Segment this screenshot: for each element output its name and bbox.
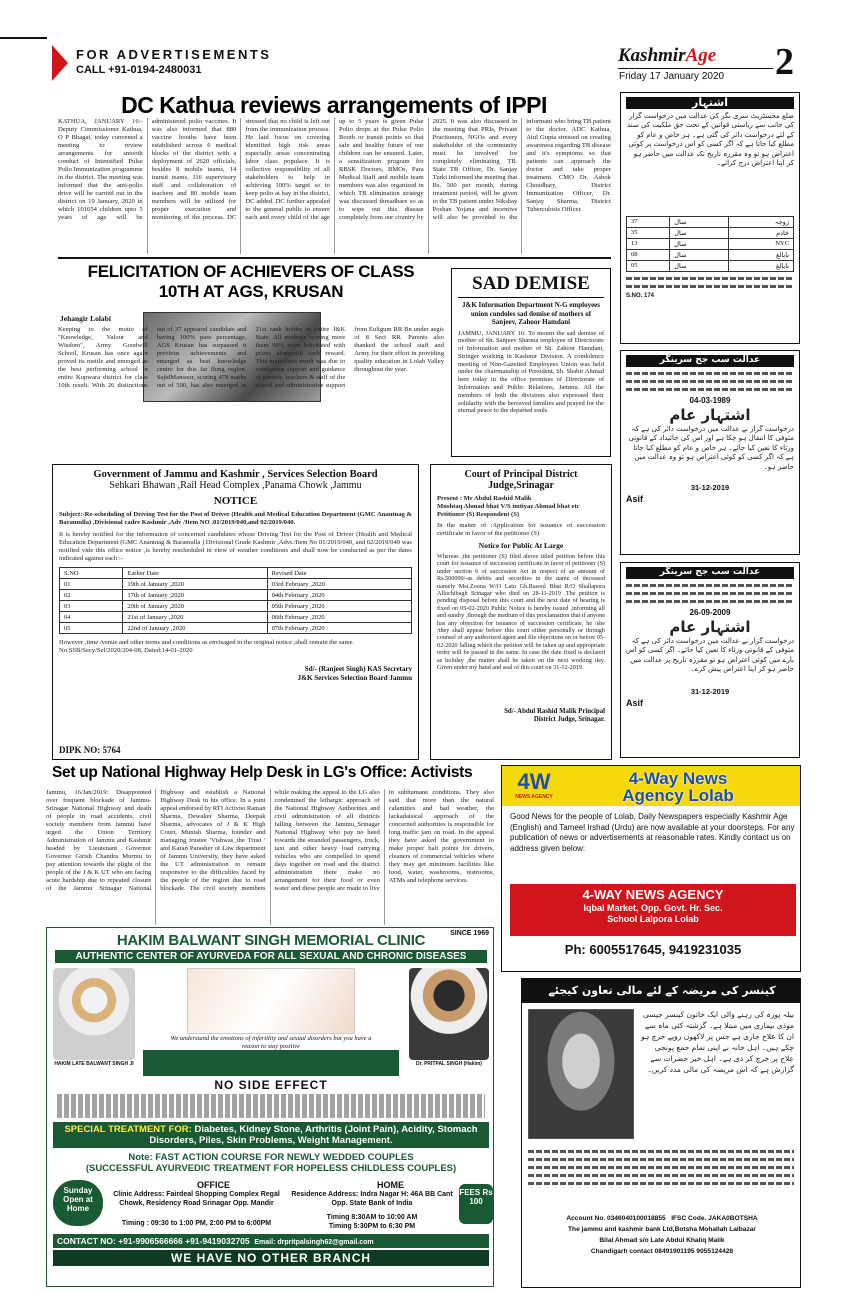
agency-ad — [501, 765, 801, 972]
court-present: Present : Mr Abdul Rashid Malik — [437, 495, 532, 502]
court-notice-title: Notice for Public At Large — [478, 541, 564, 550]
table-row: 08 سال نابالغ — [627, 249, 794, 260]
urdu-a-body: درخواست گزار نے عدالت میں درخواست دائر کی ہے کہ متوفی کا انتقال ہو چکا ہے اور اس کی جائیداد کے قانونی ورثاء کا تعین کیا جائے۔ ہر خاص و عام کو مطلع کیا جاتا ہے کہ اگر کسی کو کوئی اعتراض ہو تو وہ عدالت میں حاضر ہو۔ — [628, 424, 794, 471]
clinic-name: HAKIM BALWANT SINGH MEMORIAL CLINIC — [116, 932, 426, 949]
sad-demise-title: SAD DEMISE — [458, 273, 604, 298]
table-row: 13 سال NYC — [627, 238, 794, 249]
court-parties: Mushtaq Ahmad bhat V/S imtiyaz Ahmad bhat etc — [437, 503, 580, 510]
ssb-address: Sehkari Bhawan ,Rail Head Complex ,Panama Chowk ,Jammu — [109, 480, 362, 491]
court-notice — [430, 464, 612, 760]
ssb-title: NOTICE — [213, 495, 258, 507]
clinic-doctor-caption: Dr. PRITPAL SINGH (Hakim) — [416, 1061, 482, 1067]
clinic-founder-photo — [53, 968, 135, 1060]
clinic-founder-caption: HAKIM LATE BALWANT SINGH JI — [54, 1061, 134, 1067]
clinic-residence: Residence Address: Indra Nagar H: 46A BB Cant Opp. State Bank of India — [291, 1191, 453, 1207]
ssb-body: It is hereby notified for the information of concerned candidates whose Driving Test for the Post of Driver (Health and Medical Education Department (GMC Anantnag & Baramulla ) Divisional Grade Kashmir ,Advt./Item No 01/2019/040, and 02/2019/040 was notified vide this office notice ,is hereby rescheduled in view of weather conditions and shall now be conducted as per the dates indicated against each :- — [59, 531, 412, 562]
clinic-no-side-effect: NO SIDE EFFECT — [214, 1078, 328, 1092]
sad-demise-subtitle: J&K Information Department N-G employees union condoles sad demise of mothers of Sanjeev, Zahoor Hamdani — [461, 301, 601, 326]
urdu-top-ref: S.NO. 174 — [626, 292, 655, 299]
urdu-b-sign: Asif — [626, 697, 644, 708]
urdu-b-hearing: 31-12-2019 — [690, 686, 730, 696]
ssb-ref: No.SSB/Secy/Sel/2020/204-08, Dated:14-01-2020 — [59, 647, 193, 654]
ssb-dipk: DIPK NO: 5764 — [59, 745, 121, 755]
clinic-understand: We understand the emotions of infertility and sexual disorders but you have a reason to stay positive — [170, 1035, 372, 1050]
clinic-address: Clinic Address: Fairdeal Shopping Complex Regal Chowk, Residency Road Srinagar Opp. Mandir — [113, 1191, 280, 1207]
ags-body: Keeping to the motto of "Knowledge, Valour and Wisdom", Army Goodwill School, Krusan has once again proved its mettle and emerged as the best performing school in entire Kupwara district for class 10th result. With 26 distinctions out of 37 appeared candidate and having 100% pass percentage, AGS Krusan has surpassed it previous achievements and emerged as best knowledge centre for this far flung region. SajidMansoor, scoring 478 marks out of 500, has also emerged as 21st rank holder in entire J&K State. All students scoring more them 90% were felicitated with prizes alongwith cash reward. This marvelous result was due to continuous support and guidance of parents, teachers & staff of the school and administrative support from Euligum RR Bn under aegis of 8 Sect RR. Parents also thanked the school staff and Army for their effort in providing quality education in Lolab Valley throughout the year. — [58, 326, 444, 389]
table-row: 02 17th of January ,2020 04th February ,2020 — [60, 590, 412, 601]
court-signature: Sd/- Abdul Rashid Malik Principal District Judge, Srinagar. — [504, 708, 605, 723]
agency-body: Good News for the people of Lolab, Daily Newspapers especially Kashmir Age (English) and Tameel Irshad (Urdu) are now available at your doorsteps. For any publication of news or advertisements at reasonable rates. Kindly contact us on address given below: — [510, 812, 795, 853]
urdu-b-date: 26-09-2009 — [689, 607, 731, 617]
sad-demise-body: JAMMU, JANUARY 16: To mourn the sad demise of mother of Sh. Sanjeev Sharma employee of Directorate of Information and mother of Sh. Zahoor Hamdani, Stringer working in Kashmir Division. A condolence meeting of Non-Gazetted Employees Union was held under the chairmanship of President, Sh. Shabir Ahmad here today in the office premises of Directorate of Information and Public Relations, Jammu. All the members of both the divisions also expressed their solidarity with the bereaved families and prayed for the eternal peace to the departed souls — [458, 329, 604, 415]
urdu-top-title: اشتہار — [626, 97, 794, 109]
clinic-home-label: HOME — [377, 1180, 404, 1190]
ags-headline: FELICITATION OF ACHIEVERS OF CLASS 10TH AT AGS, KRUSAN — [87, 262, 415, 301]
issue-date: Friday 17 January 2020 — [619, 71, 725, 82]
table-row: 37 سال زوجہ — [627, 216, 794, 227]
table-row: 04 21st of January ,2020 06th February ,2020 — [60, 612, 412, 623]
highway-body: Jammu, 16/Jan/2019: Disappointed over frequent blockade of Jammu-Srinagar National Highway and death of people in road accidents, civil society members from Jammu have urged the Union Territory Administration of Jammu and Kashmir headed by Lieutenant Governor Governor Girish Chandra Murmu to pay attention towards the plight of the people of the J & K UT who are facing acute hardship due to repeated closure of the Jammu Srinagar National Highway and establish a National Highway Desk in his office. In a joint appeal endorsed by RTI Activist Raman Sharma, Dewaker Sharma, Deepak Sharma, advocates of J & K High Court, Munish Sharma, founder and managing trustee 'Vishwas_the Trust ' and Karan Parasher of Law department of Jammu University, they have asked the UT administration to remain responsive to the difficulties faced by the people of the region due to road blockade. The civil society members while making the appeal to the LG also condemned the lethargic approach of the National Highway Authorities and civil administration of all districts falling between the Jammu_Srinagar National Highway who pay no heed towards the stranded passengers, truck, taxi and other heavy load carrying vehicles who are compelled to spend days together on road and the district administration there make no arrangement for their food or even water and these people are made to live in subhumane conditions. They also said that more than the natural calamities and bad weather, the lackadaisical approach of the concerned authorities is responsible for long traffic jam on road. In the appeal they have asked the government to make proper halt points for drivers, cleaners of commercial vehicles where they may get minimum facilities like food, water, washrooms, restrooms, ATMs and telephone services. — [46, 789, 494, 892]
agency-phone: Ph: 6005517645, 9419231035 — [564, 942, 742, 957]
agency-title: 4-Way News Agency Lolab — [622, 769, 734, 805]
urdu-notice-a — [620, 350, 800, 555]
ags-byline: Jehangir Lolabi — [60, 314, 111, 323]
ssb-footer: However ,time /venue and other terms and conditions as envisaged in the original notice ,shall remain the same. — [59, 639, 355, 646]
clinic-special: SPECIAL TREATMENT FOR: Diabetes, Kidney Stone, Arthritis (Joint Pain), Acidity, Stomach Disorders, Piles, Skin Problems, Weight Management. — [53, 1122, 489, 1148]
clinic-fees: FEES Rs 100 — [459, 1184, 493, 1224]
clinic-contact-bar: CONTACT NO: +91-9906566666 +91-9419032705 Email: drpritpalsingh62@gmail.com — [53, 1234, 489, 1248]
cancer-patient-photo — [528, 1009, 634, 1139]
urdu-a-heading: اشتہار عام — [669, 405, 751, 424]
table-row: 05 22nd of January ,2020 07th February ,2020 — [60, 623, 412, 634]
masthead — [0, 0, 848, 92]
urdu-notice-b — [620, 562, 800, 758]
urdu-a-title: عدالت سب جج سرینگر — [626, 355, 794, 367]
agency-logo-icon: 4W NEWS AGENCY — [515, 769, 553, 800]
clinic-tagline: AUTHENTIC CENTER OF AYURVEDA FOR ALL SEXUAL AND CHRONIC DISEASES — [55, 950, 487, 963]
table-row: 35 سال خادم — [627, 227, 794, 238]
cancer-appeal — [521, 978, 801, 1288]
cancer-body: بیلہ پورہ کی رہنے والی ایک خاتون کینسر جیسی موذی بیماری میں مبتلا ہے۔ گزشتہ کئی ماہ سے ان کا علاج جاری ہے جس پر لاکھوں روپے خرچ ہو چکے ہیں۔ اہل خانہ نے اپنی تمام جمع پونجی علاج پر خرچ کر دی ہے۔ اہل خیر حضرات سے گزارش ہے کہ اس مریضہ کی مالی مدد کریں۔ — [640, 1010, 794, 1074]
urdu-notice-top — [620, 92, 800, 344]
urdu-heir-table — [626, 216, 794, 272]
table-row: 03 20th of January ,2020 05th February ,2020 — [60, 601, 412, 612]
ssb-subject: Subject:-Re-scheduling of Driving Test for the Post of Driver (Health and Medical Education Department (GMC Anantnag & Baramulla) ,Divisional cadre Kashmir ,Adv /Item NO .01/2019/040,and 02/2019/040. — [59, 511, 412, 526]
ippi-headline: DC Kathua reviews arrangements of IPPI — [121, 92, 547, 118]
urdu-a-hearing: 31-12-2019 — [690, 482, 730, 492]
ssb-schedule-table: S.NO Earlier Date Revised Date 01 19th of January ,2020 03rd February ,2020 02 17th of January ,2020 04th February ,2020 03 20th of January ,2020 05th February ,2020 04 21st of January ,2020 06th February ,2020 05 22nd of January ,2020 07th February ,2020 — [59, 567, 412, 634]
court-matter: In the matter of :Application for issuance of succession certificate in favor of the petitioner (S) — [437, 522, 605, 537]
court-petitioner: Petitioner (S) Respondent (S) — [437, 511, 520, 518]
clinic-doctor-photo — [409, 968, 489, 1060]
urdu-top-body: ضلع مجسٹریٹ سری نگر کی عدالت میں درخواست گزار کی جانب سے ریاستی قوانین کے تحت حق ملکیت کی سند کے لئے درخواست دائر کی گئی ہے۔ ہر خاص و عام کو مطلع کیا جاتا ہے کہ اگر کسی کو اس درخواست پر کوئی اعتراض ہو تو وہ مقررہ تاریخ تک عدالت میں حاضر ہو کر اپنا اعتراض درج کرائے۔ — [627, 111, 794, 167]
table-row: 01 19th of January ,2020 03rd February ,2020 — [60, 579, 412, 590]
paper-name: KashmirAge — [618, 45, 717, 66]
urdu-b-heading: اشتہار عام — [669, 617, 751, 636]
agency-banner: 4-WAY NEWS AGENCY Iqbal Market, Opp. Govt. Hr. Sec. School Lalpora Lolab — [510, 884, 796, 936]
clinic-timing-home: Timing 8:30AM to 10:00 AM Timing 5:30PM to 6:30 PM — [326, 1214, 418, 1230]
promo-label: FOR ADVERTISEMENTS — [76, 47, 272, 62]
promo-arrow-icon — [52, 45, 68, 81]
ssb-notice — [52, 464, 419, 760]
clinic-sunday: Sunday Open at Home — [53, 1180, 103, 1226]
clinic-office-label: OFFICE — [197, 1180, 230, 1190]
clinic-note: Note: FAST ACTION COURSE FOR NEWLY WEDDED COUPLES (SUCCESSFUL AYURVEDIC TREATMENT FOR HOPELESS CHILDLESS COUPLES) — [85, 1152, 457, 1174]
ssb-signature: Sd/- (Ranjeet Singh) KAS Secretary J&K Services Selection Board Jammu — [297, 665, 412, 682]
court-title: Court of Principal District Judge,Srinagar — [464, 469, 578, 491]
urdu-a-date: 04-03-1989 — [689, 395, 731, 405]
urdu-a-sign: Asif — [626, 493, 644, 504]
ssb-org: Government of Jammu and Kashmir , Services Selection Board — [93, 469, 378, 480]
clinic-ad — [46, 927, 494, 1287]
ippi-body: KATHUA, JANUARY 16:- Deputy Commissioner Kathua, O P Bhagat, today convened a meeting to review arrangements for smooth conduct of Intensified Pulse Polio Immunization programme in the district. The meeting was informed that the anti-polio drive will be carried out in the district on 19 January, 2020 in which 101654 children upto 5 years of age will be administered polio vaccines. It was also informed that 880 vaccine booths have been established across 6 medical blocks of the district with a deployment of 2620 officials, besides 8 mobile teams, 14 transit teams, 116 supervisory staff and collaboration of teachers and 80 mobile team members will be utilized for proper execution and monitoring of the process. DC stressed that no child is left out from the immunization process. He laid focus on covering identified high risk areas especially areas concentrating labor class populace. It is collective responsibility of all stakeholders to help in achieving 100% target so to keep polio at bay in the district, DC added. DC further appealed to the general public to ensure each and every child of the age up to 5 years is given Pulse Polio drops at the Pulse Polio Booth or transit points so that safe and healthy future of our children can be ensured. Later, a sensitization program for RBSK Doctors, BMOs, Para Medical Staff and mobile team members was also organized in which TB elimination strategy was discussed threadbare so as to wipe out this disease completely from our country by 2025. It was also discussed in the meeting that PRIs, Private Practioners, NGOs and every stakeholder of the community must be involved for completely eliminating TB. State TB Officer, Dr. Sanjay Turki informed the meeting that Rs. 500 per month, during treatment period, will be given to the TB patient under Nikshay Poshan Yojana and incentive will also be provided to the informant who bring TB patient to the doctor. ADC Kathua, Atul Gupta stressed on creating awareness regarding TB disease and it's symptoms so that patients can approach the doctor and take proper treatment. CMO Dr. Ashok Choudhary, District Immunization Officer, Dr. Sanjay Sharma, District Tuberculosis Officer. — [58, 118, 611, 221]
clinic-since: SINCE 1969 — [450, 930, 489, 937]
cancer-bank-details: Account No. 0346040100018855 IFSC Code. JAKA0BOTSHA The jammu and kashmir bank Ltd,Botsha Mohallah Lalbazar Bilal Ahmad s/o Late Abdul Khaliq Malik Chandigarh contact 08491901195 9055124428 — [566, 1215, 758, 1255]
sad-demise-box — [451, 268, 611, 457]
clinic-timing-office: Timing : 09:30 to 1:00 PM, 2:00 PM to 6:00PM — [121, 1220, 272, 1227]
clinic-no-branch: WE HAVE NO OTHER BRANCH — [53, 1250, 489, 1266]
table-row: 05 سال نابالغ — [627, 260, 794, 271]
promo-phone: CALL +91-0194-2480031 — [76, 64, 202, 76]
cancer-title: کینسر کی مریضہ کے لئے مالی تعاون کیجئے — [522, 979, 801, 1003]
urdu-b-title: عدالت سب جج سرینگر — [626, 567, 794, 579]
page-number: 2 — [775, 41, 794, 83]
highway-headline: Set up National Highway Help Desk in LG's Office: Activists — [52, 764, 473, 781]
urdu-b-body: درخواست گزار نے عدالت میں درخواست دائر کی ہے کہ متوفی کے قانونی ورثاء کا تعین کیا جائے۔ اگر کسی کو اس بارے میں کوئی اعتراض ہو تو مقررہ تاریخ پر عدالت میں حاضر ہو کر اپنا اعتراض پیش کرے۔ — [626, 636, 794, 673]
court-body: Whereas ,the petitioner (S) filed above titled petition before this court for issuance of succession certificate in favor of petitioner (S) under section 6 of succession Act in respect of an amount of Rs.500000/-as debits and securities in the name of deceased namely Mst.Zoona W/O Lato Gh.Rasool Bhat R/O Shallapora Allochibagh Srinagar who died on 28-11-2019 .The petition is pending disposal before this court and the next date of hearing is fixed on 05-02-2020 Public Notice is hereby issued ,informing all and sundry ,through the medium of this proclamation that if anyone has any objection for issuance of succession certificate, he /she /they shall appear before this court either personally or through counsel of any authorized agent and file objections on or before 05-02-2020 falling which the petition will be taken up and appropriate order will be passed in the same. In case the date fixed is declared as holiday ,the matter shall be taken on the next working day. Given under my hand and seal of this court on 31-12-2019. — [437, 553, 605, 672]
clinic-baby-image — [187, 968, 355, 1034]
